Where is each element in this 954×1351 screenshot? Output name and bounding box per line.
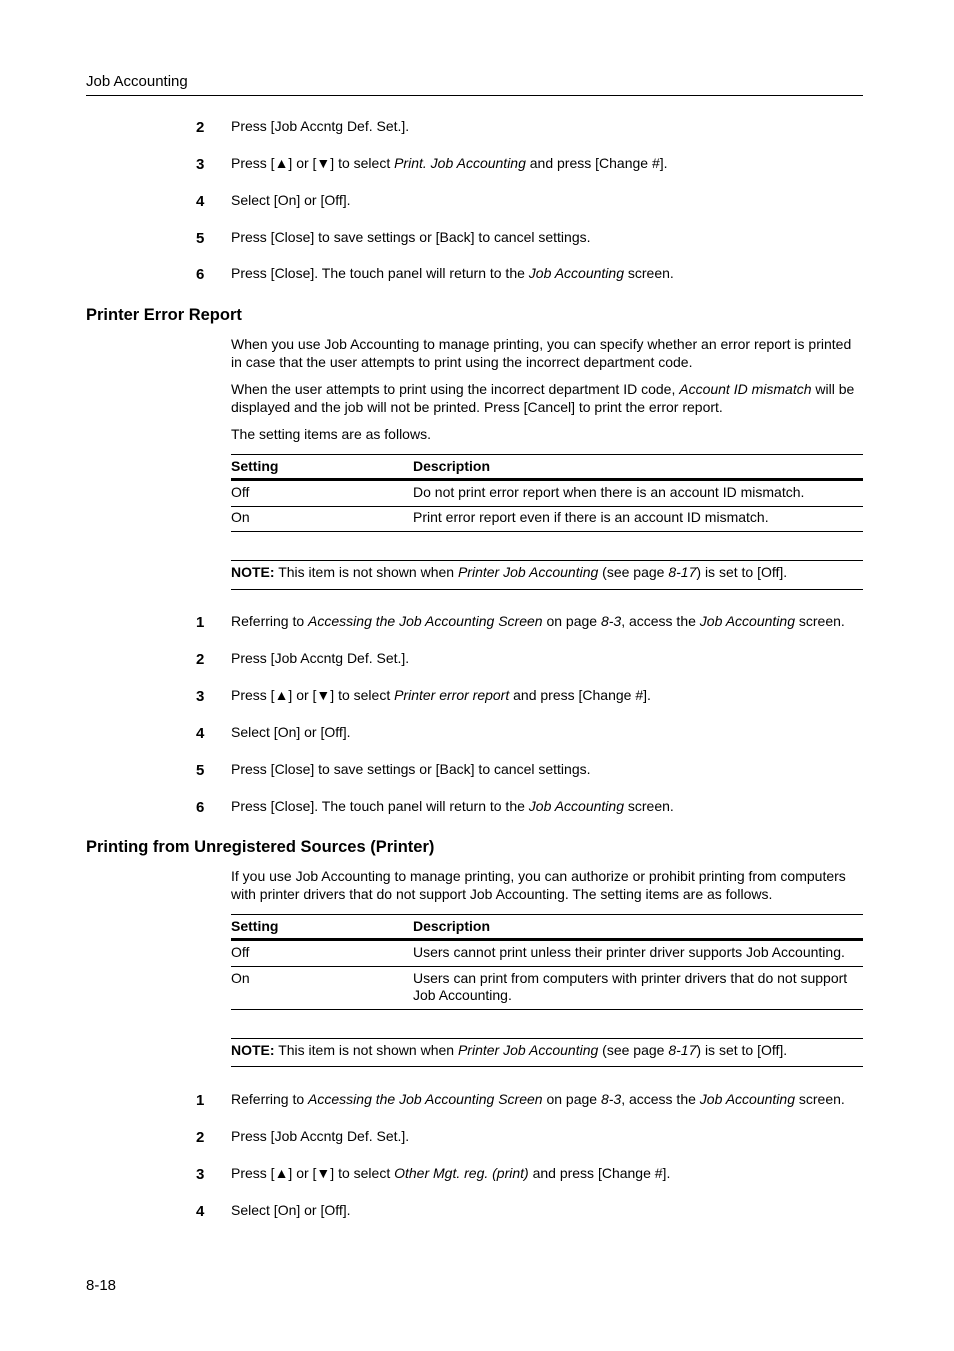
step-text: Select [On] or [Off]. xyxy=(231,1202,351,1218)
table-cell-description: Users can print from computers with printer drivers that do not support Job Accounting. xyxy=(413,970,848,1003)
table-cell-setting: Off xyxy=(231,484,250,500)
note-text: NOTE: This item is not shown when Printer Job Accounting (see page 8-17) is set to [Off]. xyxy=(231,564,788,580)
table-rule xyxy=(231,1009,863,1010)
section-heading: Printer Error Report xyxy=(86,306,242,324)
step-number: 4 xyxy=(196,1203,205,1220)
table-rule xyxy=(231,531,863,532)
step-text: Select [On] or [Off]. xyxy=(231,724,351,740)
step-text: Press [▲] or [▼] to select Other Mgt. reg. (print) and press [Change #]. xyxy=(231,1165,671,1181)
section-heading: Printing from Unregistered Sources (Printer) xyxy=(86,838,435,856)
step-number: 1 xyxy=(196,1092,205,1109)
paragraph: If you use Job Accounting to manage printing, you can authorize or prohibit printing from computers with printer drivers that do not support Job Accounting. The setting items are as follows. xyxy=(231,868,846,902)
table-cell-description: Do not print error report when there is an account ID mismatch. xyxy=(413,484,805,500)
step-text: Press [Job Accntg Def. Set.]. xyxy=(231,118,410,134)
step-text: Press [Close] to save settings or [Back] to cancel settings. xyxy=(231,761,591,777)
table-rule xyxy=(231,506,863,507)
step-number: 3 xyxy=(196,1166,205,1183)
step-text: Select [On] or [Off]. xyxy=(231,192,351,208)
column-header-setting: Setting xyxy=(231,458,279,474)
step-text: Press [Close] to save settings or [Back] to cancel settings. xyxy=(231,229,591,245)
note-text: NOTE: This item is not shown when Printer Job Accounting (see page 8-17) is set to [Off]. xyxy=(231,1042,788,1058)
step-number: 4 xyxy=(196,193,205,210)
step-number: 3 xyxy=(196,156,205,173)
paragraph: When you use Job Accounting to manage printing, you can specify whether an error report is printed in case that the user attempts to print using the incorrect department code. xyxy=(231,336,852,370)
step-number: 4 xyxy=(196,725,205,742)
table-rule xyxy=(231,966,863,967)
step-text: Press [Close]. The touch panel will return to the Job Accounting screen. xyxy=(231,798,674,814)
paragraph: When the user attempts to print using the incorrect department ID code, Account ID mismatch will be displayed and the job will not be printed. Press [Cancel] to print the error report. xyxy=(231,381,855,415)
page-number: 8-18 xyxy=(86,1277,117,1294)
step-number: 6 xyxy=(196,799,205,816)
step-number: 6 xyxy=(196,266,205,283)
step-text: Press [Close]. The touch panel will return to the Job Accounting screen. xyxy=(231,265,674,281)
step-number: 3 xyxy=(196,688,205,705)
step-number: 5 xyxy=(196,762,205,779)
step-text: Press [Job Accntg Def. Set.]. xyxy=(231,650,410,666)
column-header-setting: Setting xyxy=(231,918,279,934)
column-header-description: Description xyxy=(413,918,491,934)
running-header: Job Accounting xyxy=(86,73,188,90)
table-cell-description: Print error report even if there is an account ID mismatch. xyxy=(413,509,769,525)
step-text: Referring to Accessing the Job Accounting Screen on page 8-3, access the Job Accounting screen. xyxy=(231,1091,845,1107)
note-rule xyxy=(231,589,863,590)
table-rule xyxy=(231,454,863,455)
note-rule xyxy=(231,1038,863,1039)
table-cell-description: Users cannot print unless their printer driver supports Job Accounting. xyxy=(413,944,845,960)
column-header-description: Description xyxy=(413,458,491,474)
table-rule xyxy=(231,478,863,481)
table-cell-setting: Off xyxy=(231,944,250,960)
step-number: 2 xyxy=(196,651,205,668)
header-rule xyxy=(86,95,863,96)
paragraph: The setting items are as follows. xyxy=(231,426,431,442)
step-text: Press [Job Accntg Def. Set.]. xyxy=(231,1128,410,1144)
step-number: 2 xyxy=(196,119,205,136)
note-rule xyxy=(231,560,863,561)
step-number: 1 xyxy=(196,614,205,631)
note-rule xyxy=(231,1066,863,1067)
step-text: Referring to Accessing the Job Accounting Screen on page 8-3, access the Job Accounting screen. xyxy=(231,613,845,629)
table-cell-setting: On xyxy=(231,509,250,525)
step-number: 2 xyxy=(196,1129,205,1146)
table-rule xyxy=(231,914,863,915)
step-number: 5 xyxy=(196,230,205,247)
step-text: Press [▲] or [▼] to select Printer error report and press [Change #]. xyxy=(231,687,651,703)
table-rule xyxy=(231,938,863,941)
table-cell-setting: On xyxy=(231,970,250,986)
step-text: Press [▲] or [▼] to select Print. Job Accounting and press [Change #]. xyxy=(231,155,668,171)
